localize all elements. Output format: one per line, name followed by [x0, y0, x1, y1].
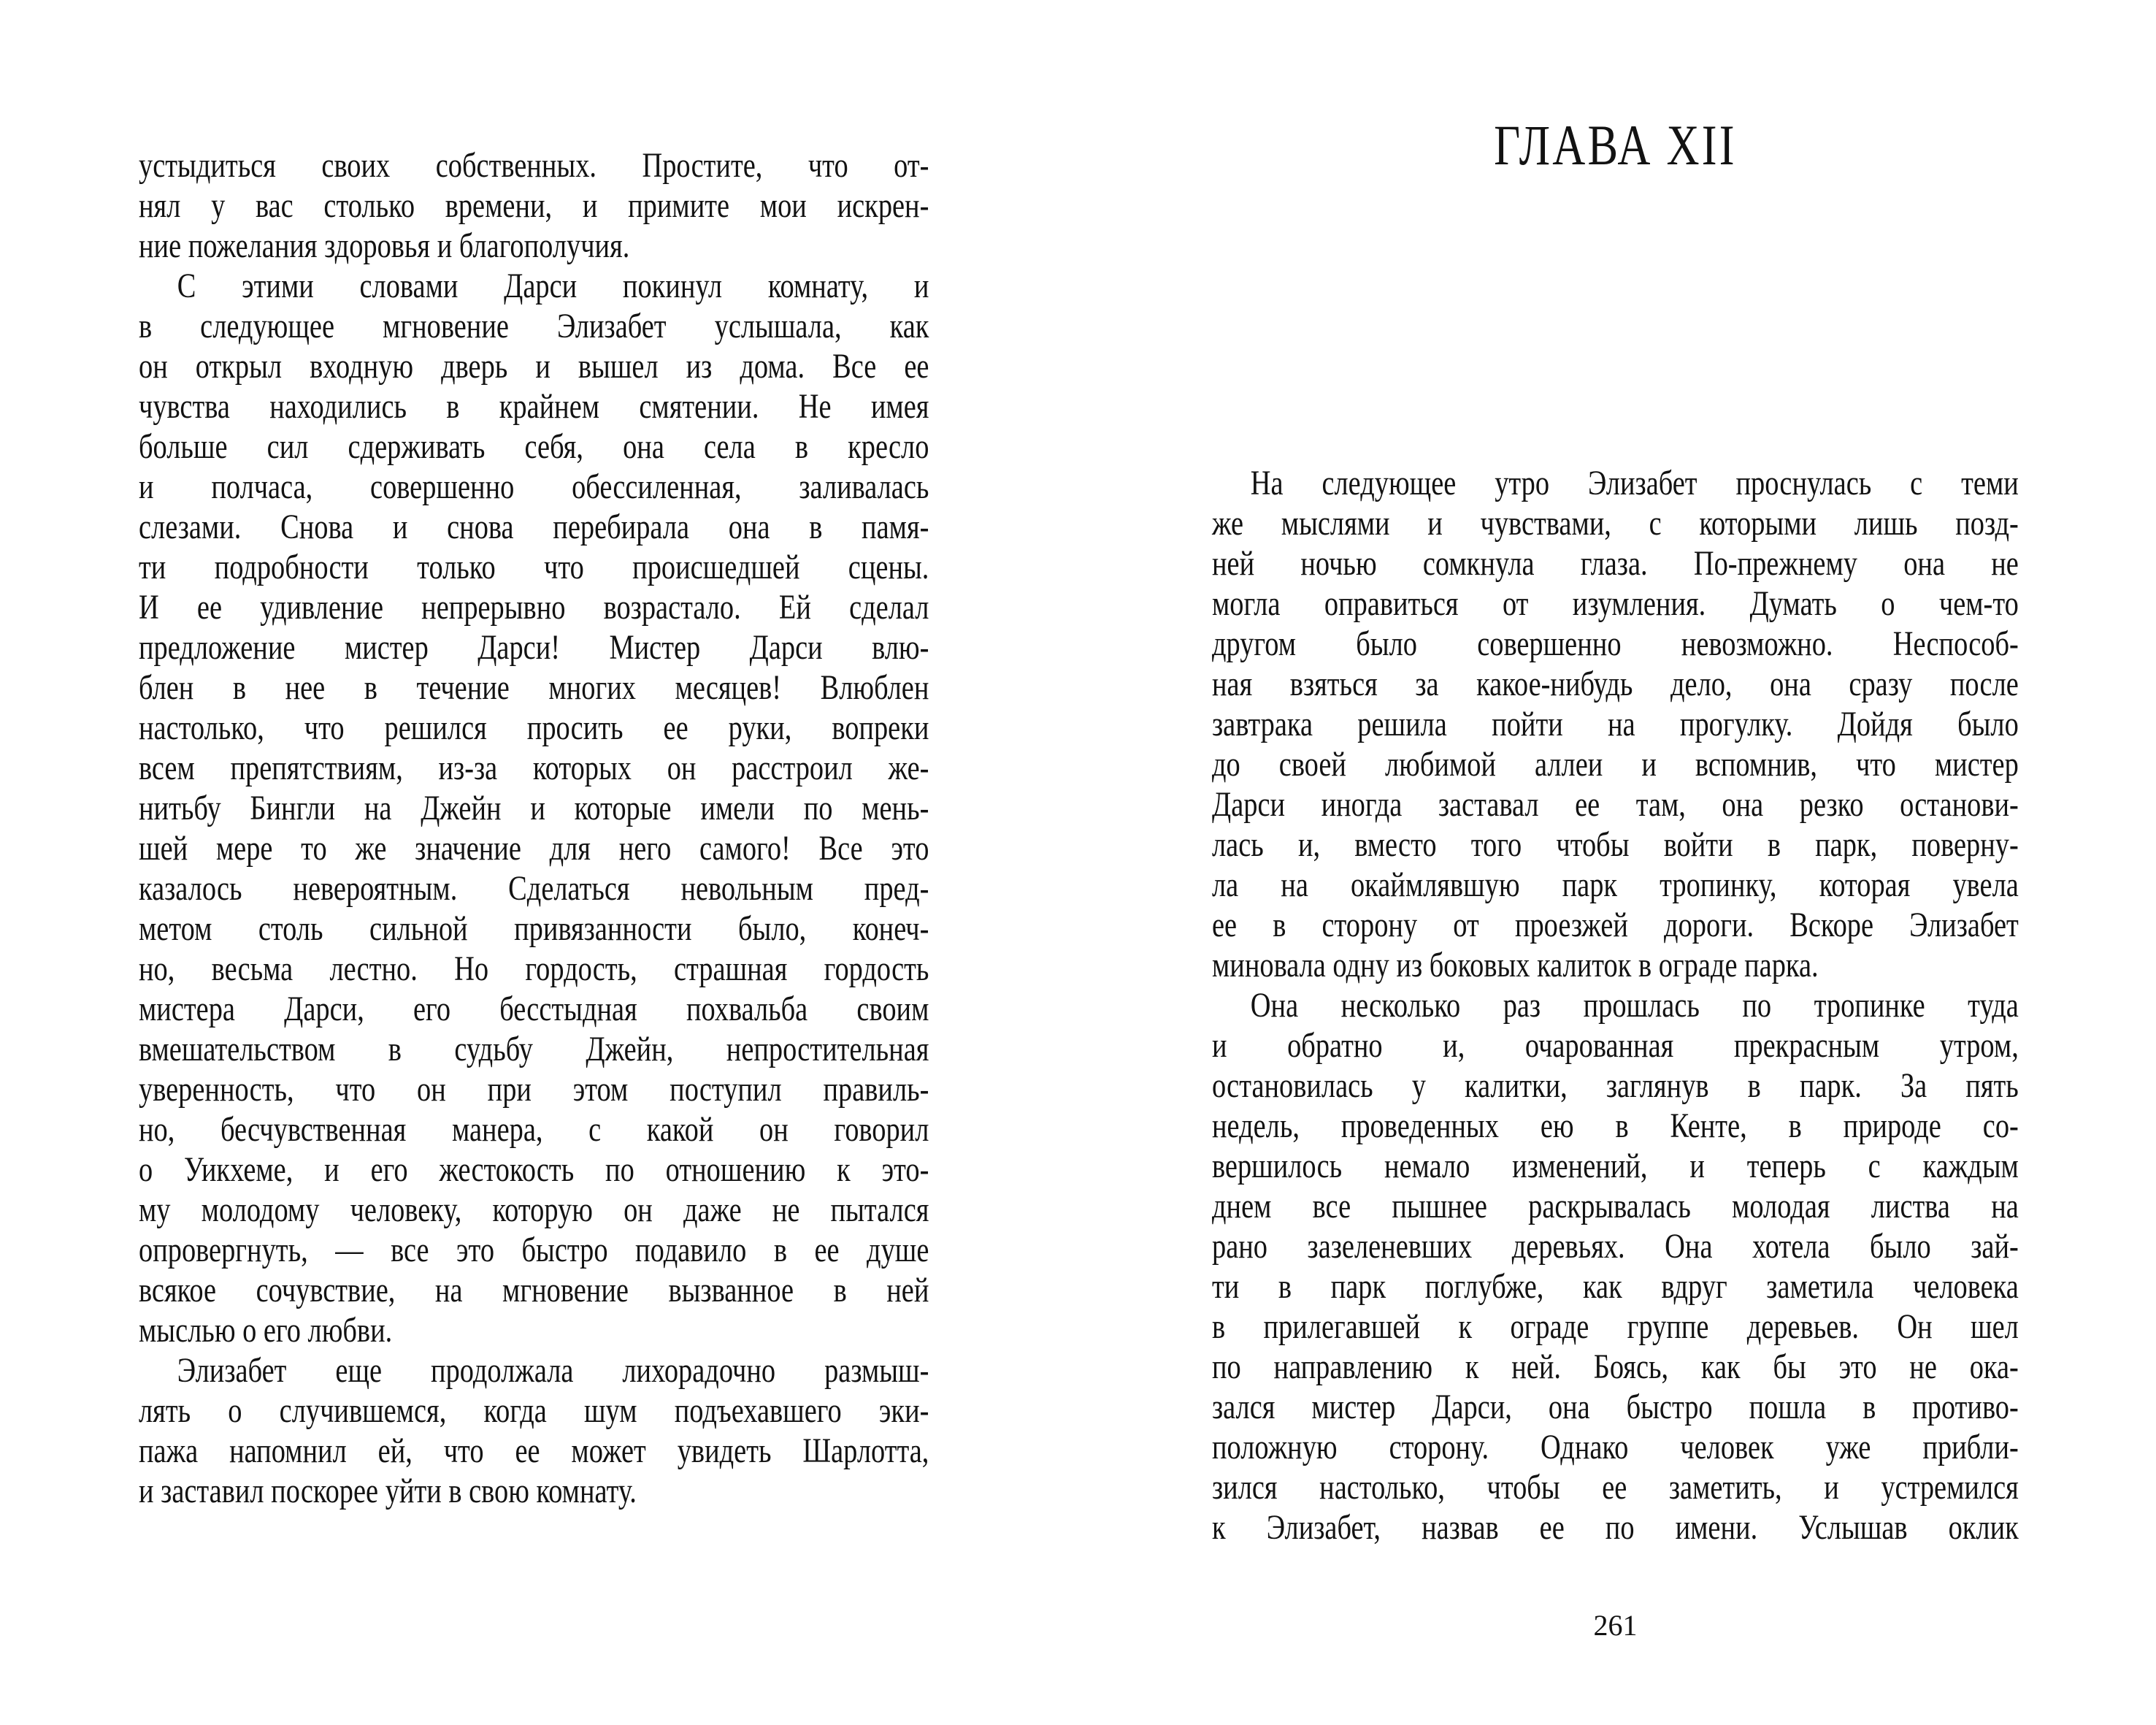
text-line: в прилегавшей к ограде группе деревьев. Он шел: [1212, 1307, 2019, 1346]
text-line: и заставил поскорее уйти в свою комнату.: [139, 1472, 637, 1510]
text-line: вершилось немало изменений, и теперь с каждым: [1212, 1147, 2019, 1185]
text-line: остановилась у калитки, заглянув в парк. За пять: [1212, 1066, 2019, 1105]
text-line: всякое сочувствие, на мгновение вызванное в ней: [139, 1271, 929, 1309]
text-line: устыдиться своих собственных. Простите, что от-: [139, 146, 929, 185]
text-line: вмешательством в судьбу Джейн, непростительная: [139, 1030, 929, 1068]
text-line: Она несколько раз прошлась по тропинке туда: [1250, 986, 2019, 1025]
text-line: настолько, что решился просить ее руки, вопреки: [139, 708, 929, 747]
text-line: но, весьма лестно. Но гордость, страшная гордость: [139, 949, 929, 988]
text-line: завтрака решила пойти на прогулку. Дойдя было: [1212, 705, 2019, 743]
text-line: На следующее утро Элизабет проснулась с теми: [1250, 464, 2019, 502]
text-line: и обратно и, очарованная прекрасным утром,: [1212, 1026, 2019, 1065]
text-line: до своей любимой аллеи и вспомнив, что мистер: [1212, 745, 2019, 784]
text-line: Дарси иногда заставал ее там, она резко останови-: [1212, 785, 2019, 824]
text-line: положную сторону. Однако человек уже прибли-: [1212, 1428, 2019, 1466]
text-line: же мыслями и чувствами, с которыми лишь позд-: [1212, 504, 2019, 543]
right-page-text: [1212, 463, 2156, 1548]
text-line: по направлению к ней. Боясь, как бы это не ока-: [1212, 1347, 2019, 1386]
text-line: чувства находились в крайнем смятении. Не имея: [139, 387, 929, 426]
text-line: пажа напомнил ей, что ее может увидеть Шарлотта,: [139, 1431, 929, 1470]
left-page-text: [139, 145, 1127, 1511]
page-number: 261: [1593, 1609, 1638, 1642]
text-line: предложение мистер Дарси! Мистер Дарси влю-: [139, 628, 929, 667]
text-line: и полчаса, совершенно обессиленная, заливалась: [139, 467, 929, 506]
text-line: лась и, вместо того чтобы войти в парк, поверну-: [1212, 825, 2019, 864]
text-line: о Уикхеме, и его жестокость по отношению к это-: [139, 1150, 929, 1189]
text-line: ная взяться за какое-нибудь дело, она сразу после: [1212, 665, 2019, 703]
chapter-heading: ГЛАВА XII: [1494, 113, 1737, 177]
text-line: ние пожелания здоровья и благополучия.: [139, 226, 630, 265]
text-line: му молодому человеку, которую он даже не пытался: [139, 1190, 929, 1229]
text-line: ней ночью сомкнула глаза. По-прежнему она не: [1212, 544, 2019, 583]
text-line: миновала одну из боковых калиток в ограде парка.: [1212, 946, 1819, 984]
text-line: он открыл входную дверь и вышел из дома. Все ее: [139, 347, 929, 386]
text-line: мистера Дарси, его бесстыдная похвальба своим: [139, 990, 929, 1028]
text-line: рано зазеленевших деревьях. Она хотела было зай-: [1212, 1227, 2019, 1266]
text-line: могла оправиться от изумления. Думать о чем-то: [1212, 584, 2019, 623]
text-line: лять о случившемся, когда шум подъехавшего эки-: [139, 1391, 929, 1430]
text-line: Элизабет еще продолжала лихорадочно размыш-: [177, 1351, 929, 1390]
text-line: ее в сторону от проезжей дороги. Вскоре Элизабет: [1212, 906, 2019, 944]
text-line: ти подробности только что происшедшей сцены.: [139, 548, 929, 586]
text-line: ла на окаймлявшую парк тропинку, которая увела: [1212, 865, 2019, 904]
text-line: но, бесчувственная манера, с какой он говорил: [139, 1110, 929, 1149]
text-line: нитьбу Бингли на Джейн и которые имели по мень-: [139, 789, 929, 827]
text-line: слезами. Снова и снова перебирала она в памя-: [139, 508, 929, 546]
text-line: С этими словами Дарси покинул комнату, и: [177, 267, 929, 305]
text-line: зился настолько, чтобы ее заметить, и устремился: [1212, 1468, 2019, 1507]
text-line: казалось невероятным. Сделаться невольным пред-: [139, 869, 929, 908]
text-line: больше сил сдерживать себя, она села в кресло: [139, 427, 929, 466]
text-line: опровергнуть, — все это быстро подавило в ее душе: [139, 1231, 929, 1269]
text-line: шей мере то же значение для него самого! Все это: [139, 829, 929, 868]
text-line: нял у вас столько времени, и примите мои искрен-: [139, 186, 929, 225]
text-line: уверенность, что он при этом поступил правиль-: [139, 1070, 929, 1109]
text-line: к Элизабет, назвав ее по имени. Услышав оклик: [1212, 1508, 2019, 1547]
text-line: И ее удивление непрерывно возрастало. Ей сделал: [139, 588, 929, 627]
text-line: всем препятствиям, из-за которых он расстроил же-: [139, 749, 929, 787]
text-line: недель, проведенных ею в Кенте, в природе со-: [1212, 1106, 2019, 1145]
text-line: днем все пышнее раскрывалась молодая листва на: [1212, 1187, 2019, 1225]
text-line: блен в нее в течение многих месяцев! Влюблен: [139, 668, 929, 707]
text-line: метом столь сильной привязанности было, конеч-: [139, 909, 929, 948]
text-line: зался мистер Дарси, она быстро пошла в противо-: [1212, 1388, 2019, 1426]
text-line: мыслью о его любви.: [139, 1311, 393, 1350]
text-line: другом было совершенно невозможно. Неспособ-: [1212, 624, 2019, 663]
text-line: в следующее мгновение Элизабет услышала, как: [139, 307, 929, 345]
text-line: ти в парк поглубже, как вдруг заметила человека: [1212, 1267, 2019, 1306]
